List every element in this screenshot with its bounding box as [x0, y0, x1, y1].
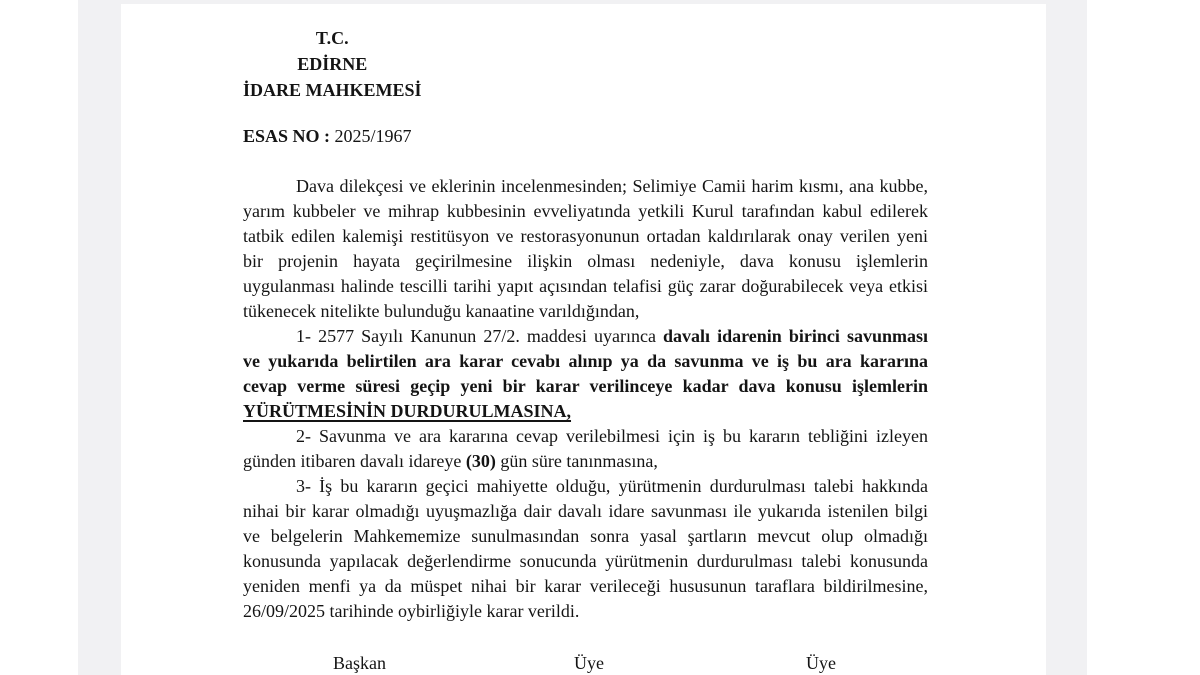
bold-segment: davalı idarenin birinci savunması	[663, 326, 928, 346]
ruling-item-3	[243, 474, 928, 624]
text-line: 2- Savunma ve ara kararına cevap verilebilmesi için iş bu kararın tebliğini izleyen	[296, 426, 928, 446]
text-line: cevap verme süresi geçip yeni bir karar verilinceye kadar dava konusu işlemlerin	[243, 376, 928, 396]
text-line: tükenecek nitelikte bulunduğu kanaatine varıldığından,	[243, 301, 640, 321]
text-segment: 1- 2577 Sayılı Kanunun 27/2. maddesi uyarınca	[296, 326, 664, 346]
text-line: ve yukarıda belirtilen ara karar cevabı alınıp ya da savunma ve iş bu ara kararına	[243, 351, 928, 371]
case-number	[243, 124, 412, 149]
case-number-value: 2025/1967	[334, 126, 412, 146]
text-line: uygulanması halinde tescilli tarihi yapıt açısından telafisi güç zarar doğurabilecek veya etkisi	[243, 276, 928, 296]
text-line	[243, 324, 928, 349]
court-header	[243, 25, 422, 103]
text-segment: gün süre tanınmasına,	[495, 451, 658, 471]
text-segment: günden itibaren davalı idareye	[243, 451, 466, 471]
header-tc: T.C.	[315, 28, 349, 48]
text-line: Dava dilekçesi ve eklerinin incelenmesinden; Selimiye Camii harim kısmı, ana kubbe,	[296, 176, 928, 196]
text-line: nihai bir karar olmadığı uyuşmazlığa dair davalı idare savunması ile yukarıda istenilen bilgi	[243, 501, 928, 521]
text-line	[243, 449, 928, 474]
header-city: EDİRNE	[297, 54, 368, 74]
document-page	[121, 4, 1046, 675]
text-line: ve belgelerin Mahkememize sunulmasından sonra yasal şartların mevcut olup olmadığı	[243, 526, 928, 546]
decision-text	[243, 174, 928, 624]
ruling-item-1	[243, 324, 928, 424]
text-line: 26/09/2025 tarihinde oybirliğiyle karar verildi.	[243, 601, 580, 621]
text-line: yeniden menfi ya da müspet nihai bir karar verileceği hususunun taraflara bildirilmesine,	[243, 576, 928, 596]
case-number-label: ESAS NO :	[243, 126, 331, 146]
signature-member-1: Üye	[574, 653, 604, 673]
ruling-item-2	[243, 424, 928, 474]
text-line: 3- İş bu kararın geçici mahiyette olduğu, yürütmenin durdurulması talebi hakkında	[296, 476, 928, 496]
text-line: konusunda yapılacak değerlendirme sonucunda yürütmenin durdurulması talebi konusunda	[243, 551, 928, 571]
ruling-underlined: YÜRÜTMESİNİN DURDURULMASINA,	[243, 401, 572, 421]
intro-paragraph	[243, 174, 928, 324]
signature-member-2: Üye	[806, 653, 836, 673]
text-line: tatbik edilen kalemişi restitüsyon ve restorasyonunun ortadan kaldırılarak onay verilen yeni	[243, 226, 928, 246]
text-line: bir projenin hayata geçirilmesine ilişkin olması nedeniyle, dava konusu işlemlerin	[243, 251, 928, 271]
header-court-name: İDARE MAHKEMESİ	[243, 80, 422, 100]
bold-segment: (30)	[465, 451, 496, 471]
text-line: yarım kubbeler ve mihrap kubbesinin evveliyatında yetkili Kurul tarafından kabul edilerek	[243, 201, 928, 221]
text-line	[243, 399, 928, 424]
signature-president: Başkan	[333, 653, 386, 673]
